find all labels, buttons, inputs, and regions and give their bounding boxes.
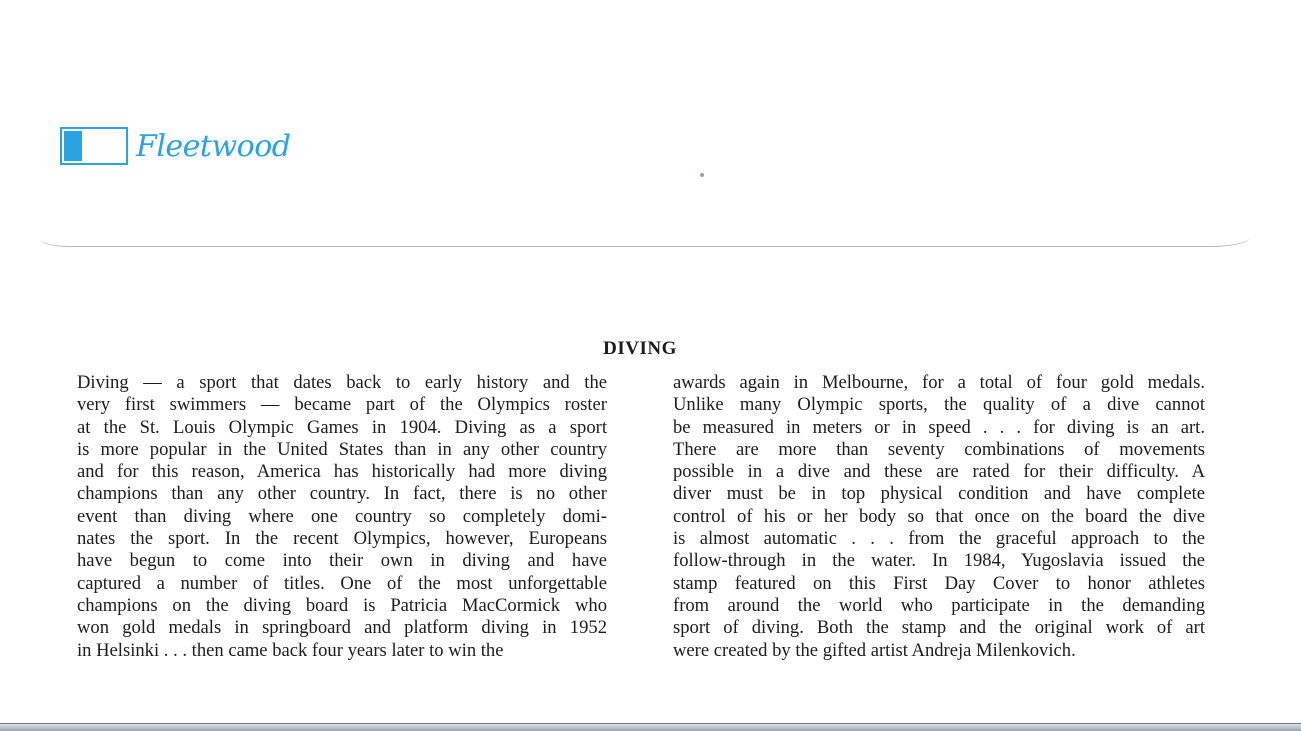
text-line: very first swimmers — became part of the Olympics roster bbox=[77, 394, 607, 416]
envelope-flap-line bbox=[40, 236, 1250, 247]
logo-mark-icon bbox=[60, 127, 128, 165]
text-line: champions on the diving board is Patricia MacCormick who bbox=[77, 594, 607, 616]
text-line: stamp featured on this First Day Cover to honor athletes bbox=[673, 572, 1205, 594]
text-line: control of his or her body so that once on the board the dive bbox=[673, 505, 1205, 527]
text-line: nates the sport. In the recent Olympics, however, Europeans bbox=[77, 528, 607, 550]
text-line: at the St. Louis Olympic Games in 1904. Diving as a sport bbox=[77, 416, 607, 438]
text-line: captured a number of titles. One of the most unforgettable bbox=[77, 572, 607, 594]
article-title: DIVING bbox=[603, 338, 677, 359]
text-line: won gold medals in springboard and platform diving in 1952 bbox=[77, 617, 607, 639]
fleetwood-logo bbox=[60, 127, 290, 165]
text-line: possible in a dive and these are rated for their difficulty. A bbox=[673, 461, 1205, 483]
speck bbox=[700, 173, 704, 177]
text-line: follow-through in the water. In 1984, Yugoslavia issued the bbox=[673, 550, 1205, 572]
text-line: from around the world who participate in the demanding bbox=[673, 594, 1205, 616]
text-line: awards again in Melbourne, for a total of four gold medals. bbox=[673, 372, 1205, 393]
article-column-left bbox=[77, 372, 607, 662]
text-line: in Helsinki . . . then came back four years later to win the bbox=[77, 639, 504, 661]
logo-wordmark: Fleetwood bbox=[136, 128, 291, 164]
text-line: Unlike many Olympic sports, the quality of a dive cannot bbox=[673, 394, 1205, 416]
text-line: is more popular in the United States than in any other country bbox=[77, 438, 607, 460]
text-line: have begun to come into their own in diving and have bbox=[77, 550, 607, 572]
text-line: were created by the gifted artist Andreja Milenkovich. bbox=[673, 639, 1076, 661]
text-line: champions than any other country. In fact, there is no other bbox=[77, 483, 607, 505]
text-line: and for this reason, America has historically had more diving bbox=[77, 461, 607, 483]
text-line: There are more than seventy combinations of movements bbox=[673, 438, 1205, 460]
text-line: event than diving where one country so completely domi- bbox=[77, 505, 607, 527]
article-column-right bbox=[673, 372, 1205, 662]
text-line: diver must be in top physical condition and have complete bbox=[673, 483, 1205, 505]
text-line: be measured in meters or in speed . . . for diving is an art. bbox=[673, 416, 1205, 438]
text-line: sport of diving. Both the stamp and the original work of art bbox=[673, 617, 1205, 639]
text-line: Diving — a sport that dates back to early history and the bbox=[77, 372, 607, 393]
text-line: is almost automatic . . . from the graceful approach to the bbox=[673, 528, 1205, 550]
